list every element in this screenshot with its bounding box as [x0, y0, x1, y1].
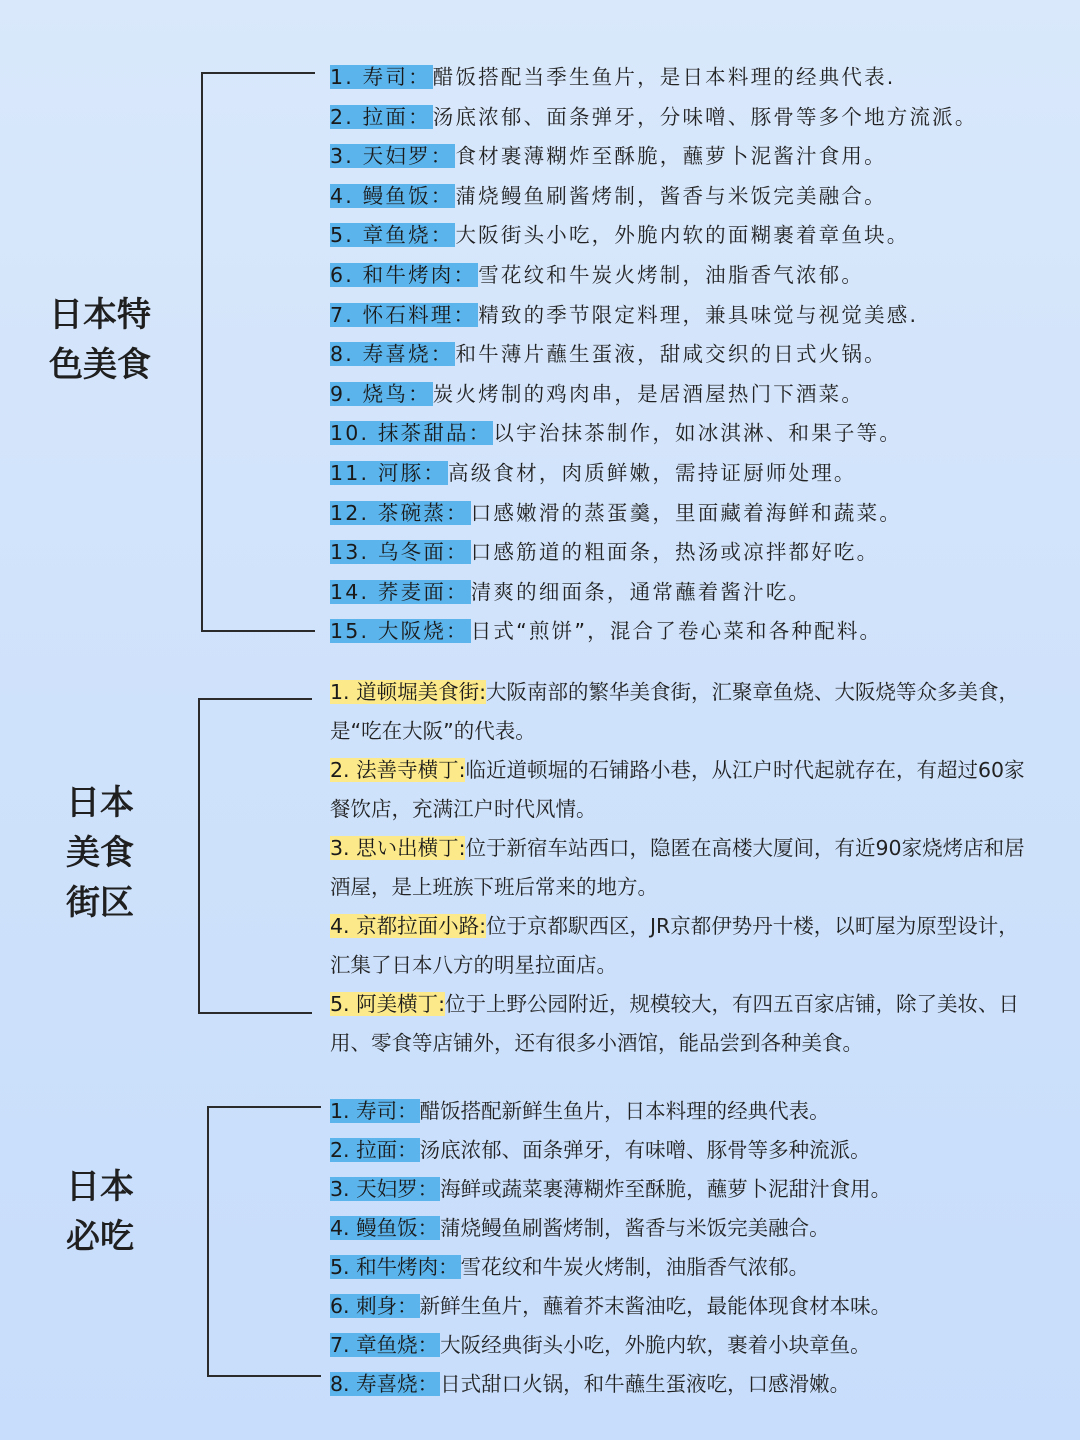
item-title-highlight: 15. 大阪烧： — [330, 619, 469, 644]
list-item — [330, 377, 864, 407]
item-title-highlight: 6. 刺身： — [330, 1294, 418, 1318]
item-description: 以宇治抹茶制作，如冰淇淋、和果子等。 — [493, 421, 903, 446]
list-item — [330, 298, 918, 328]
category-title: 日本 美食 街区 — [66, 783, 134, 923]
item-title-highlight: 11. 河豚： — [330, 461, 447, 485]
list-item — [330, 456, 857, 486]
list-item — [330, 1133, 871, 1163]
list-item — [330, 1094, 830, 1124]
item-title-highlight: 8. 寿喜烧： — [330, 1372, 439, 1396]
item-title-highlight: 7. 章鱼烧： — [330, 1333, 439, 1357]
item-description: 醋饭搭配新鲜生鱼片，日本料理的经典代表。 — [419, 1099, 830, 1123]
item-description: 雪花纹和牛炭火烤制，油脂香气浓郁。 — [460, 1255, 810, 1279]
item-title-highlight: 5. 阿美横丁: — [330, 992, 445, 1016]
item-title-highlight: 4. 鳗鱼饭： — [330, 183, 454, 208]
item-description: 食材裹薄糊炸至酥脆，蘸萝卜泥酱汁食用。 — [455, 144, 887, 169]
item-title-highlight: 9. 烧鸟： — [330, 381, 431, 406]
item-description: 蒲烧鳗鱼刷酱烤制，酱香与米饭完美融合。 — [440, 1216, 830, 1240]
list-item — [330, 218, 909, 248]
item-description: 口感筋道的粗面条，热汤或凉拌都好吃。 — [470, 540, 880, 565]
item-title-highlight: 5. 章鱼烧： — [330, 223, 454, 248]
list-item — [330, 1367, 850, 1397]
item-description: 雪花纹和牛炭火烤制，油脂香气浓郁。 — [478, 263, 865, 287]
list-item — [330, 1328, 871, 1358]
item-description: 炭火烤制的鸡肉串，是居酒屋热门下酒菜。 — [432, 381, 865, 406]
list-item — [330, 60, 896, 90]
list-item — [330, 337, 887, 367]
list-item — [330, 1250, 809, 1280]
item-description: 临近道顿堀的石铺路小巷，从江户时代起就存在，有超过60家餐饮店，充满江户时代风情。 — [330, 758, 1025, 821]
bracket-line — [207, 1106, 321, 1377]
bracket-line — [201, 72, 315, 632]
list-item — [330, 179, 887, 209]
item-description: 高级食材，肉质鲜嫩，需持证厨师处理。 — [448, 461, 857, 485]
category-title: 日本特 色美食 — [49, 295, 151, 385]
item-title-highlight: 1. 道顿堀美食街: — [330, 680, 486, 704]
list-item — [330, 416, 902, 446]
item-title-highlight: 13. 乌冬面： — [330, 540, 469, 565]
list-item — [330, 829, 1030, 907]
list-item — [330, 258, 864, 288]
item-title-highlight: 3. 天妇罗： — [330, 144, 454, 169]
list-item — [330, 907, 1030, 985]
list-item — [330, 496, 902, 526]
category-title: 日本 必吃 — [66, 1167, 134, 1257]
list-item — [330, 139, 887, 169]
item-title-highlight: 2. 拉面： — [330, 1138, 418, 1162]
item-title-highlight: 1. 寿司： — [330, 1099, 418, 1123]
item-description: 精致的季节限定料理，兼具味觉与视觉美感. — [478, 302, 919, 327]
item-title-highlight: 6. 和牛烤肉： — [330, 263, 477, 287]
list-item — [330, 751, 1030, 829]
item-title-highlight: 14. 荞麦面： — [330, 579, 469, 604]
item-description: 大阪街头小吃，外脆内软的面糊裹着章鱼块。 — [455, 223, 910, 248]
item-title-highlight: 12. 茶碗蒸： — [330, 500, 469, 525]
item-description: 和牛薄片蘸生蛋液，甜咸交织的日式火锅。 — [455, 342, 887, 367]
item-description: 大阪经典街头小吃，外脆内软，裹着小块章鱼。 — [440, 1333, 871, 1357]
bracket-line — [198, 698, 312, 1014]
item-description: 日式“煎饼”，混合了卷心菜和各种配料。 — [470, 619, 883, 644]
item-description: 位于新宿车站西口，隐匿在高楼大厦间，有近90家烧烤店和居酒屋，是上班族下班后常来的地方。 — [330, 836, 1025, 899]
item-description: 醋饭搭配当季生鱼片，是日本料理的经典代表. — [432, 65, 896, 89]
item-title-highlight: 7. 怀石料理： — [330, 302, 477, 327]
item-description: 清爽的细面条，通常蘸着酱汁吃。 — [470, 579, 812, 604]
item-description: 大阪南部的繁华美食街，汇聚章鱼烧、大阪烧等众多美食，是“吃在大阪”的代表。 — [330, 680, 1019, 743]
list-item — [330, 1289, 891, 1319]
list-item — [330, 985, 1030, 1063]
item-title-highlight: 3. 天妇罗： — [330, 1177, 439, 1201]
item-title-highlight: 8. 寿喜烧： — [330, 342, 454, 367]
item-description: 汤底浓郁、面条弹牙，分味噌、豚骨等多个地方流派。 — [432, 104, 978, 129]
item-title-highlight: 4. 京都拉面小路: — [330, 914, 486, 938]
list-item — [330, 575, 811, 605]
item-title-highlight: 5. 和牛烤肉： — [330, 1255, 459, 1279]
item-description: 位于上野公园附近，规模较大，有四五百家店铺，除了美妆、日用、零食等店铺外，还有很多小酒馆，能品尝到各种美食。 — [330, 992, 1019, 1055]
list-item — [330, 614, 882, 644]
item-title-highlight: 3. 思い出横丁: — [330, 836, 466, 860]
item-description: 蒲烧鳗鱼刷酱烤制，酱香与米饭完美融合。 — [455, 183, 887, 208]
item-title-highlight: 10. 抹茶甜品： — [330, 421, 492, 446]
list-item — [330, 673, 1030, 751]
item-title-highlight: 2. 拉面： — [330, 104, 431, 129]
item-description: 口感嫩滑的蒸蛋羹，里面藏着海鲜和蔬菜。 — [470, 500, 903, 525]
list-item — [330, 535, 879, 565]
item-title-highlight: 2. 法善寺横丁: — [330, 758, 466, 782]
item-description: 汤底浓郁、面条弹牙，有味噌、豚骨等多种流派。 — [419, 1138, 871, 1162]
item-description: 日式甜口火锅，和牛蘸生蛋液吃，口感滑嫩。 — [440, 1372, 851, 1396]
list-item — [330, 100, 978, 130]
item-title-highlight: 1. 寿司： — [330, 65, 431, 89]
list-item — [330, 1172, 891, 1202]
item-title-highlight: 4. 鳗鱼饭： — [330, 1216, 439, 1240]
list-item — [330, 1211, 830, 1241]
item-description: 新鲜生鱼片，蘸着芥末酱油吃，最能体现食材本味。 — [419, 1294, 892, 1318]
item-description: 位于京都駅西区，JR京都伊势丹十楼，以町屋为原型设计，汇集了日本八方的明星拉面店。 — [330, 914, 1019, 977]
item-description: 海鲜或蔬菜裹薄糊炸至酥脆，蘸萝卜泥甜汁食用。 — [440, 1177, 892, 1201]
